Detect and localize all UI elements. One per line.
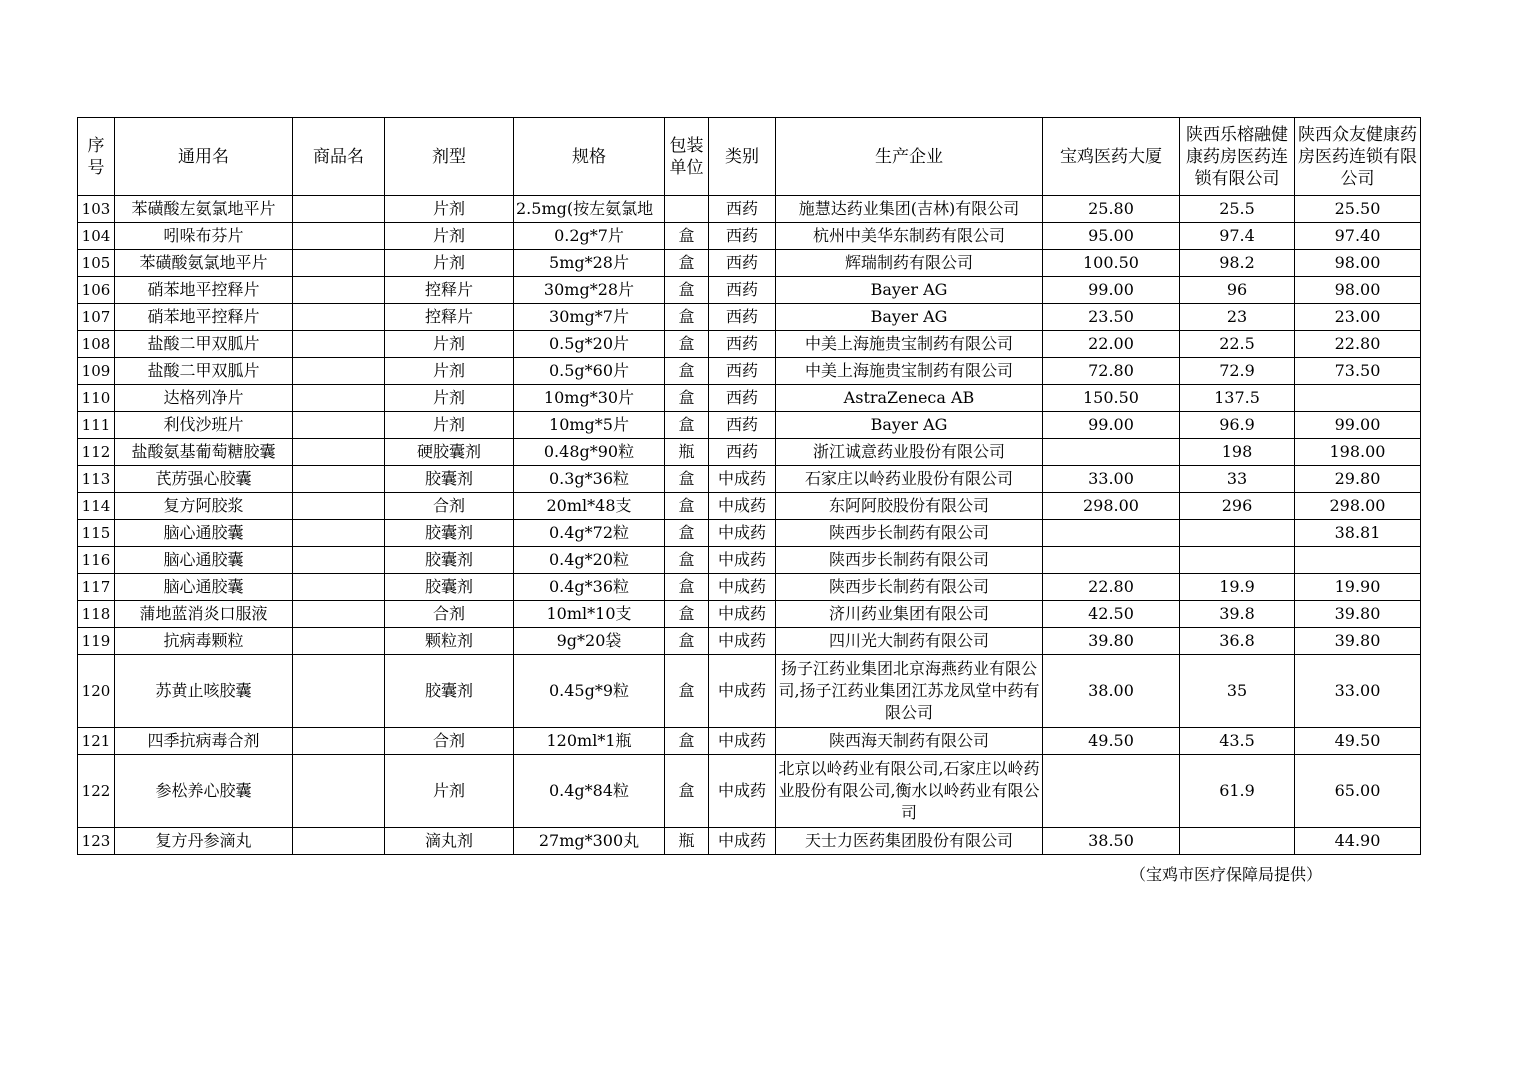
cell-dosage-form: 控释片 bbox=[385, 277, 514, 304]
header-store-zhongyou: 陕西众友健康药房医药连锁有限公司 bbox=[1295, 118, 1421, 196]
cell-price-zhongyou: 38.81 bbox=[1295, 520, 1421, 547]
cell-manufacturer: 杭州中美华东制药有限公司 bbox=[776, 223, 1043, 250]
header-seq: 序号 bbox=[78, 118, 115, 196]
header-brand-name: 商品名 bbox=[293, 118, 385, 196]
cell-brand-name bbox=[293, 412, 385, 439]
cell-pack-unit: 盒 bbox=[665, 277, 709, 304]
cell-generic-name: 脑心通胶囊 bbox=[115, 520, 293, 547]
cell-category: 中成药 bbox=[709, 601, 776, 628]
cell-pack-unit: 盒 bbox=[665, 728, 709, 755]
cell-generic-name: 苯磺酸氨氯地平片 bbox=[115, 250, 293, 277]
cell-category: 中成药 bbox=[709, 520, 776, 547]
cell-dosage-form: 合剂 bbox=[385, 728, 514, 755]
cell-generic-name: 盐酸二甲双胍片 bbox=[115, 331, 293, 358]
cell-category: 西药 bbox=[709, 223, 776, 250]
cell-brand-name bbox=[293, 755, 385, 828]
cell-manufacturer: 中美上海施贵宝制药有限公司 bbox=[776, 358, 1043, 385]
cell-price-baoji: 25.80 bbox=[1043, 196, 1180, 223]
cell-price-lerongrong: 39.8 bbox=[1180, 601, 1295, 628]
cell-brand-name bbox=[293, 574, 385, 601]
cell-manufacturer: 石家庄以岭药业股份有限公司 bbox=[776, 466, 1043, 493]
table-row bbox=[78, 466, 1421, 493]
cell-price-baoji bbox=[1043, 439, 1180, 466]
cell-brand-name bbox=[293, 304, 385, 331]
cell-generic-name: 盐酸二甲双胍片 bbox=[115, 358, 293, 385]
table-row bbox=[78, 439, 1421, 466]
table-row bbox=[78, 547, 1421, 574]
cell-seq: 112 bbox=[78, 439, 115, 466]
cell-dosage-form: 滴丸剂 bbox=[385, 828, 514, 855]
cell-price-lerongrong: 22.5 bbox=[1180, 331, 1295, 358]
cell-brand-name bbox=[293, 466, 385, 493]
cell-spec: 0.4g*72粒 bbox=[514, 520, 665, 547]
cell-generic-name: 参松养心胶囊 bbox=[115, 755, 293, 828]
cell-category: 中成药 bbox=[709, 755, 776, 828]
cell-brand-name bbox=[293, 250, 385, 277]
cell-seq: 113 bbox=[78, 466, 115, 493]
cell-brand-name bbox=[293, 493, 385, 520]
cell-brand-name bbox=[293, 331, 385, 358]
cell-price-baoji: 49.50 bbox=[1043, 728, 1180, 755]
cell-category: 中成药 bbox=[709, 574, 776, 601]
header-dosage-form: 剂型 bbox=[385, 118, 514, 196]
cell-price-baoji: 38.50 bbox=[1043, 828, 1180, 855]
cell-seq: 104 bbox=[78, 223, 115, 250]
cell-generic-name: 芪苈强心胶囊 bbox=[115, 466, 293, 493]
cell-category: 西药 bbox=[709, 358, 776, 385]
cell-generic-name: 硝苯地平控释片 bbox=[115, 277, 293, 304]
table-row bbox=[78, 755, 1421, 828]
cell-price-zhongyou bbox=[1295, 385, 1421, 412]
cell-pack-unit: 盒 bbox=[665, 574, 709, 601]
cell-dosage-form: 胶囊剂 bbox=[385, 655, 514, 728]
cell-dosage-form: 片剂 bbox=[385, 755, 514, 828]
cell-price-baoji: 100.50 bbox=[1043, 250, 1180, 277]
cell-price-zhongyou: 39.80 bbox=[1295, 628, 1421, 655]
cell-pack-unit: 瓶 bbox=[665, 439, 709, 466]
cell-seq: 123 bbox=[78, 828, 115, 855]
cell-category: 中成药 bbox=[709, 655, 776, 728]
cell-generic-name: 苯磺酸左氨氯地平片 bbox=[115, 196, 293, 223]
cell-spec: 10ml*10支 bbox=[514, 601, 665, 628]
cell-price-lerongrong: 137.5 bbox=[1180, 385, 1295, 412]
cell-price-baoji: 33.00 bbox=[1043, 466, 1180, 493]
cell-price-baoji: 22.80 bbox=[1043, 574, 1180, 601]
header-manufacturer: 生产企业 bbox=[776, 118, 1043, 196]
cell-price-lerongrong: 96.9 bbox=[1180, 412, 1295, 439]
cell-seq: 116 bbox=[78, 547, 115, 574]
cell-price-lerongrong: 98.2 bbox=[1180, 250, 1295, 277]
cell-category: 西药 bbox=[709, 304, 776, 331]
cell-dosage-form: 胶囊剂 bbox=[385, 520, 514, 547]
cell-price-lerongrong bbox=[1180, 547, 1295, 574]
table-row bbox=[78, 493, 1421, 520]
table-row bbox=[78, 828, 1421, 855]
cell-category: 中成药 bbox=[709, 547, 776, 574]
table-row bbox=[78, 728, 1421, 755]
cell-seq: 105 bbox=[78, 250, 115, 277]
table-row bbox=[78, 601, 1421, 628]
cell-manufacturer: 东阿阿胶股份有限公司 bbox=[776, 493, 1043, 520]
cell-price-zhongyou: 19.90 bbox=[1295, 574, 1421, 601]
cell-manufacturer: 陕西海天制药有限公司 bbox=[776, 728, 1043, 755]
table-header-row bbox=[78, 118, 1421, 196]
cell-price-zhongyou bbox=[1295, 547, 1421, 574]
cell-manufacturer: Bayer AG bbox=[776, 277, 1043, 304]
cell-spec: 0.45g*9粒 bbox=[514, 655, 665, 728]
cell-dosage-form: 合剂 bbox=[385, 601, 514, 628]
cell-price-baoji: 38.00 bbox=[1043, 655, 1180, 728]
cell-dosage-form: 胶囊剂 bbox=[385, 574, 514, 601]
cell-manufacturer: 济川药业集团有限公司 bbox=[776, 601, 1043, 628]
cell-brand-name bbox=[293, 358, 385, 385]
table-row bbox=[78, 196, 1421, 223]
drug-price-table bbox=[77, 117, 1421, 855]
cell-price-lerongrong: 72.9 bbox=[1180, 358, 1295, 385]
cell-pack-unit: 盒 bbox=[665, 601, 709, 628]
cell-dosage-form: 胶囊剂 bbox=[385, 547, 514, 574]
cell-spec: 30mg*28片 bbox=[514, 277, 665, 304]
cell-pack-unit: 盒 bbox=[665, 412, 709, 439]
header-category: 类别 bbox=[709, 118, 776, 196]
cell-category: 西药 bbox=[709, 277, 776, 304]
table-row bbox=[78, 574, 1421, 601]
cell-manufacturer: 浙江诚意药业股份有限公司 bbox=[776, 439, 1043, 466]
cell-price-baoji: 298.00 bbox=[1043, 493, 1180, 520]
cell-price-lerongrong: 61.9 bbox=[1180, 755, 1295, 828]
cell-price-lerongrong: 96 bbox=[1180, 277, 1295, 304]
cell-seq: 103 bbox=[78, 196, 115, 223]
cell-generic-name: 苏黄止咳胶囊 bbox=[115, 655, 293, 728]
cell-pack-unit: 盒 bbox=[665, 655, 709, 728]
cell-seq: 110 bbox=[78, 385, 115, 412]
cell-spec: 0.4g*84粒 bbox=[514, 755, 665, 828]
cell-spec: 27mg*300丸 bbox=[514, 828, 665, 855]
cell-price-baoji: 99.00 bbox=[1043, 412, 1180, 439]
cell-seq: 106 bbox=[78, 277, 115, 304]
cell-price-lerongrong: 97.4 bbox=[1180, 223, 1295, 250]
source-note: （宝鸡市医疗保障局提供） bbox=[1130, 865, 1323, 884]
cell-pack-unit: 盒 bbox=[665, 547, 709, 574]
cell-generic-name: 盐酸氨基葡萄糖胶囊 bbox=[115, 439, 293, 466]
cell-seq: 118 bbox=[78, 601, 115, 628]
cell-seq: 120 bbox=[78, 655, 115, 728]
cell-price-baoji: 150.50 bbox=[1043, 385, 1180, 412]
cell-spec: 5mg*28片 bbox=[514, 250, 665, 277]
cell-brand-name bbox=[293, 547, 385, 574]
cell-brand-name bbox=[293, 439, 385, 466]
cell-generic-name: 复方阿胶浆 bbox=[115, 493, 293, 520]
cell-pack-unit: 盒 bbox=[665, 223, 709, 250]
cell-spec: 10mg*30片 bbox=[514, 385, 665, 412]
cell-price-baoji bbox=[1043, 520, 1180, 547]
table-row bbox=[78, 331, 1421, 358]
cell-category: 西药 bbox=[709, 412, 776, 439]
table-row bbox=[78, 628, 1421, 655]
header-generic-name: 通用名 bbox=[115, 118, 293, 196]
cell-price-zhongyou: 99.00 bbox=[1295, 412, 1421, 439]
cell-dosage-form: 片剂 bbox=[385, 358, 514, 385]
cell-price-baoji: 22.00 bbox=[1043, 331, 1180, 358]
cell-manufacturer: Bayer AG bbox=[776, 412, 1043, 439]
cell-brand-name bbox=[293, 223, 385, 250]
cell-dosage-form: 片剂 bbox=[385, 223, 514, 250]
cell-spec: 0.2g*7片 bbox=[514, 223, 665, 250]
cell-price-zhongyou: 98.00 bbox=[1295, 277, 1421, 304]
cell-pack-unit: 盒 bbox=[665, 304, 709, 331]
cell-seq: 111 bbox=[78, 412, 115, 439]
cell-seq: 114 bbox=[78, 493, 115, 520]
cell-brand-name bbox=[293, 196, 385, 223]
cell-category: 中成药 bbox=[709, 466, 776, 493]
cell-price-baoji: 72.80 bbox=[1043, 358, 1180, 385]
cell-price-zhongyou: 33.00 bbox=[1295, 655, 1421, 728]
cell-price-zhongyou: 25.50 bbox=[1295, 196, 1421, 223]
cell-pack-unit: 盒 bbox=[665, 250, 709, 277]
cell-manufacturer: 天士力医药集团股份有限公司 bbox=[776, 828, 1043, 855]
cell-price-lerongrong bbox=[1180, 520, 1295, 547]
cell-dosage-form: 颗粒剂 bbox=[385, 628, 514, 655]
cell-dosage-form: 片剂 bbox=[385, 331, 514, 358]
cell-brand-name bbox=[293, 601, 385, 628]
cell-seq: 115 bbox=[78, 520, 115, 547]
cell-category: 中成药 bbox=[709, 628, 776, 655]
cell-seq: 109 bbox=[78, 358, 115, 385]
cell-generic-name: 吲哚布芬片 bbox=[115, 223, 293, 250]
cell-generic-name: 抗病毒颗粒 bbox=[115, 628, 293, 655]
cell-seq: 108 bbox=[78, 331, 115, 358]
cell-pack-unit: 盒 bbox=[665, 755, 709, 828]
cell-spec: 2.5mg(按左氨氯地 bbox=[514, 196, 665, 223]
cell-manufacturer: 四川光大制药有限公司 bbox=[776, 628, 1043, 655]
cell-spec: 30mg*7片 bbox=[514, 304, 665, 331]
table-row bbox=[78, 304, 1421, 331]
cell-spec: 0.3g*36粒 bbox=[514, 466, 665, 493]
cell-price-zhongyou: 198.00 bbox=[1295, 439, 1421, 466]
cell-pack-unit bbox=[665, 196, 709, 223]
cell-price-baoji: 99.00 bbox=[1043, 277, 1180, 304]
table-body bbox=[78, 196, 1421, 855]
cell-manufacturer: AstraZeneca AB bbox=[776, 385, 1043, 412]
cell-pack-unit: 盒 bbox=[665, 628, 709, 655]
cell-price-zhongyou: 22.80 bbox=[1295, 331, 1421, 358]
cell-price-lerongrong bbox=[1180, 828, 1295, 855]
cell-price-zhongyou: 29.80 bbox=[1295, 466, 1421, 493]
cell-seq: 107 bbox=[78, 304, 115, 331]
cell-price-zhongyou: 65.00 bbox=[1295, 755, 1421, 828]
cell-price-lerongrong: 35 bbox=[1180, 655, 1295, 728]
cell-category: 西药 bbox=[709, 385, 776, 412]
cell-brand-name bbox=[293, 655, 385, 728]
cell-dosage-form: 片剂 bbox=[385, 385, 514, 412]
cell-manufacturer: 陕西步长制药有限公司 bbox=[776, 520, 1043, 547]
cell-dosage-form: 合剂 bbox=[385, 493, 514, 520]
cell-spec: 0.5g*60片 bbox=[514, 358, 665, 385]
cell-brand-name bbox=[293, 728, 385, 755]
cell-pack-unit: 盒 bbox=[665, 385, 709, 412]
cell-generic-name: 达格列净片 bbox=[115, 385, 293, 412]
cell-manufacturer: 扬子江药业集团北京海燕药业有限公司,扬子江药业集团江苏龙凤堂中药有限公司 bbox=[776, 655, 1043, 728]
cell-brand-name bbox=[293, 628, 385, 655]
cell-manufacturer: Bayer AG bbox=[776, 304, 1043, 331]
cell-price-zhongyou: 298.00 bbox=[1295, 493, 1421, 520]
cell-price-zhongyou: 73.50 bbox=[1295, 358, 1421, 385]
cell-pack-unit: 盒 bbox=[665, 331, 709, 358]
table-row bbox=[78, 277, 1421, 304]
header-store-lerongrong: 陕西乐榕融健康药房医药连锁有限公司 bbox=[1180, 118, 1295, 196]
header-spec: 规格 bbox=[514, 118, 665, 196]
cell-category: 西药 bbox=[709, 439, 776, 466]
cell-dosage-form: 片剂 bbox=[385, 250, 514, 277]
cell-price-zhongyou: 49.50 bbox=[1295, 728, 1421, 755]
table-row bbox=[78, 520, 1421, 547]
table-row bbox=[78, 223, 1421, 250]
cell-generic-name: 利伐沙班片 bbox=[115, 412, 293, 439]
cell-pack-unit: 盒 bbox=[665, 520, 709, 547]
cell-seq: 121 bbox=[78, 728, 115, 755]
cell-category: 中成药 bbox=[709, 828, 776, 855]
cell-dosage-form: 控释片 bbox=[385, 304, 514, 331]
cell-pack-unit: 盒 bbox=[665, 466, 709, 493]
cell-price-lerongrong: 19.9 bbox=[1180, 574, 1295, 601]
cell-dosage-form: 硬胶囊剂 bbox=[385, 439, 514, 466]
cell-brand-name bbox=[293, 385, 385, 412]
cell-pack-unit: 瓶 bbox=[665, 828, 709, 855]
cell-price-lerongrong: 36.8 bbox=[1180, 628, 1295, 655]
cell-dosage-form: 片剂 bbox=[385, 412, 514, 439]
cell-category: 西药 bbox=[709, 250, 776, 277]
cell-price-lerongrong: 25.5 bbox=[1180, 196, 1295, 223]
cell-spec: 10mg*5片 bbox=[514, 412, 665, 439]
cell-price-baoji bbox=[1043, 755, 1180, 828]
cell-price-baoji: 95.00 bbox=[1043, 223, 1180, 250]
cell-price-lerongrong: 43.5 bbox=[1180, 728, 1295, 755]
cell-price-baoji: 42.50 bbox=[1043, 601, 1180, 628]
cell-price-zhongyou: 39.80 bbox=[1295, 601, 1421, 628]
table-row bbox=[78, 385, 1421, 412]
cell-spec: 0.4g*20粒 bbox=[514, 547, 665, 574]
cell-price-baoji bbox=[1043, 547, 1180, 574]
cell-category: 中成药 bbox=[709, 493, 776, 520]
cell-price-lerongrong: 33 bbox=[1180, 466, 1295, 493]
cell-category: 中成药 bbox=[709, 728, 776, 755]
cell-manufacturer: 辉瑞制药有限公司 bbox=[776, 250, 1043, 277]
cell-brand-name bbox=[293, 828, 385, 855]
header-store-baoji: 宝鸡医药大厦 bbox=[1043, 118, 1180, 196]
cell-price-lerongrong: 198 bbox=[1180, 439, 1295, 466]
cell-dosage-form: 片剂 bbox=[385, 196, 514, 223]
cell-seq: 119 bbox=[78, 628, 115, 655]
cell-category: 西药 bbox=[709, 196, 776, 223]
cell-spec: 0.5g*20片 bbox=[514, 331, 665, 358]
table-row bbox=[78, 412, 1421, 439]
cell-price-baoji: 23.50 bbox=[1043, 304, 1180, 331]
cell-generic-name: 复方丹参滴丸 bbox=[115, 828, 293, 855]
cell-seq: 122 bbox=[78, 755, 115, 828]
cell-generic-name: 硝苯地平控释片 bbox=[115, 304, 293, 331]
cell-spec: 9g*20袋 bbox=[514, 628, 665, 655]
cell-price-baoji: 39.80 bbox=[1043, 628, 1180, 655]
cell-dosage-form: 胶囊剂 bbox=[385, 466, 514, 493]
cell-price-zhongyou: 97.40 bbox=[1295, 223, 1421, 250]
cell-manufacturer: 施慧达药业集团(吉林)有限公司 bbox=[776, 196, 1043, 223]
table-row bbox=[78, 358, 1421, 385]
cell-manufacturer: 陕西步长制药有限公司 bbox=[776, 547, 1043, 574]
cell-price-zhongyou: 98.00 bbox=[1295, 250, 1421, 277]
cell-price-zhongyou: 44.90 bbox=[1295, 828, 1421, 855]
cell-spec: 120ml*1瓶 bbox=[514, 728, 665, 755]
cell-seq: 117 bbox=[78, 574, 115, 601]
cell-generic-name: 四季抗病毒合剂 bbox=[115, 728, 293, 755]
cell-pack-unit: 盒 bbox=[665, 493, 709, 520]
cell-brand-name bbox=[293, 520, 385, 547]
cell-brand-name bbox=[293, 277, 385, 304]
cell-spec: 20ml*48支 bbox=[514, 493, 665, 520]
cell-generic-name: 脑心通胶囊 bbox=[115, 547, 293, 574]
table-row bbox=[78, 655, 1421, 728]
cell-generic-name: 脑心通胶囊 bbox=[115, 574, 293, 601]
cell-manufacturer: 陕西步长制药有限公司 bbox=[776, 574, 1043, 601]
cell-spec: 0.4g*36粒 bbox=[514, 574, 665, 601]
table-row bbox=[78, 250, 1421, 277]
header-pack-unit: 包装单位 bbox=[665, 118, 709, 196]
cell-price-zhongyou: 23.00 bbox=[1295, 304, 1421, 331]
cell-manufacturer: 北京以岭药业有限公司,石家庄以岭药业股份有限公司,衡水以岭药业有限公司 bbox=[776, 755, 1043, 828]
cell-price-lerongrong: 296 bbox=[1180, 493, 1295, 520]
cell-spec: 0.48g*90粒 bbox=[514, 439, 665, 466]
cell-manufacturer: 中美上海施贵宝制药有限公司 bbox=[776, 331, 1043, 358]
cell-price-lerongrong: 23 bbox=[1180, 304, 1295, 331]
cell-pack-unit: 盒 bbox=[665, 358, 709, 385]
cell-category: 西药 bbox=[709, 331, 776, 358]
cell-generic-name: 蒲地蓝消炎口服液 bbox=[115, 601, 293, 628]
